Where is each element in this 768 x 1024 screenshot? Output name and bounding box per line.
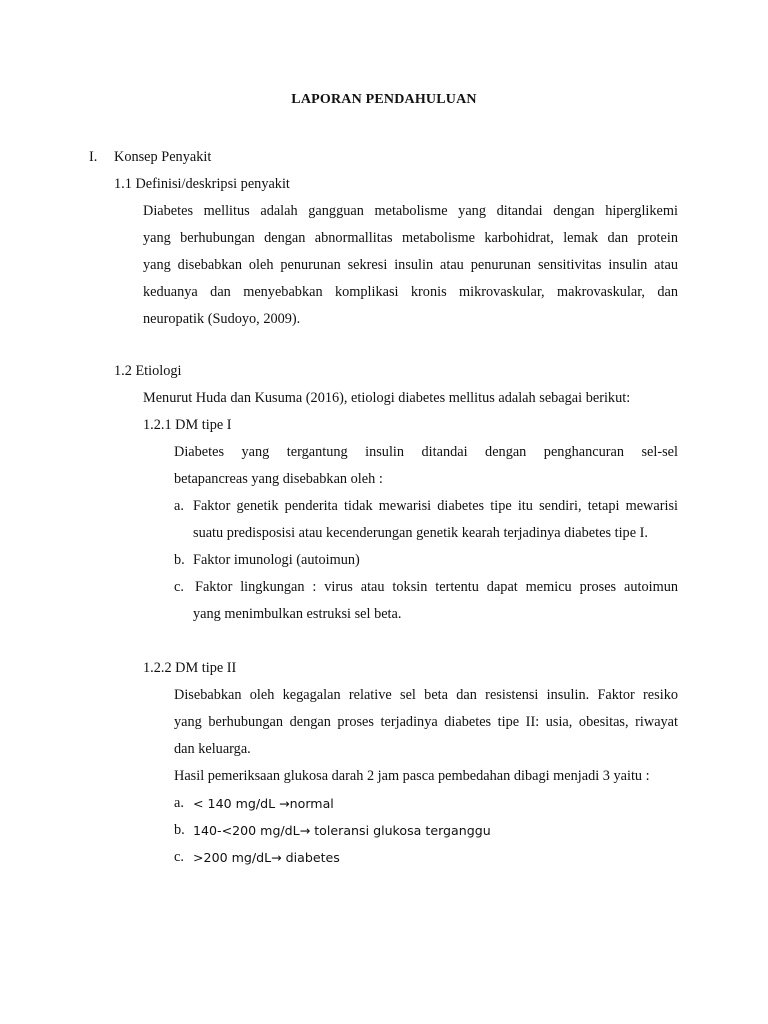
paragraph-text: yang disebabkan oleh penurunan sekresi insulin atau penurunan sensitivitas insulin atau <box>143 257 678 273</box>
glucose-intro: Hasil pemeriksaan glukosa darah 2 jam pasca pembedahan dibagi menjadi 3 yaitu : <box>174 768 650 784</box>
paragraph-line <box>143 229 678 247</box>
paragraph-line <box>143 256 678 274</box>
etiology-intro: Menurut Huda dan Kusuma (2016), etiologi diabetes mellitus adalah sebagai berikut: <box>143 390 631 406</box>
list-item-text: Faktor genetik penderita tidak mewarisi diabetes tipe itu sendiri, tetapi mewarisi <box>193 498 678 514</box>
list-item-text: Faktor lingkungan : virus atau toksin tertentu dapat memicu proses autoimun <box>195 579 678 595</box>
list-marker: b. <box>174 552 185 568</box>
paragraph-line <box>143 283 678 301</box>
paragraph-text: Diabetes mellitus adalah gangguan metabolisme yang ditandai dengan hiperglikemi <box>143 203 678 219</box>
list-marker: b. <box>174 822 185 838</box>
glucose-range-impaired: 140-<200 mg/dL→ toleransi glukosa terganggu <box>193 823 491 838</box>
subsection-heading-1-2-1: 1.2.1 DM tipe I <box>143 417 232 433</box>
paragraph-line <box>143 202 678 220</box>
paragraph-line <box>174 686 678 704</box>
paragraph-line: neuropatik (Sudoyo, 2009). <box>143 311 301 327</box>
list-marker: a. <box>174 795 184 811</box>
list-marker: c. <box>174 849 184 865</box>
subsection-heading-1-2: 1.2 Etiologi <box>114 363 182 379</box>
glucose-range-diabetes: >200 mg/dL→ diabetes <box>193 850 340 865</box>
list-item-line <box>195 578 678 596</box>
list-item-line: suatu predisposisi atau kecenderungan genetik kearah terjadinya diabetes tipe I. <box>193 525 648 541</box>
paragraph-text: keduanya dan menyebabkan komplikasi kronis mikrovaskular, makrovaskular, dan <box>143 284 678 300</box>
subsection-heading-1-1: 1.1 Definisi/deskripsi penyakit <box>114 176 290 192</box>
list-marker: c. <box>174 579 184 595</box>
glucose-range-normal: < 140 mg/dL →normal <box>193 796 334 811</box>
subsection-heading-1-2-2: 1.2.2 DM tipe II <box>143 660 237 676</box>
paragraph-line <box>174 443 678 461</box>
paragraph-line: dan keluarga. <box>174 741 251 757</box>
paragraph-text: yang berhubungan dengan abnormallitas metabolisme karbohidrat, lemak dan protein <box>143 230 678 246</box>
list-item-line: Faktor imunologi (autoimun) <box>193 552 360 568</box>
document-title: LAPORAN PENDAHULUAN <box>291 92 477 107</box>
paragraph-text: Disebabkan oleh kegagalan relative sel beta dan resistensi insulin. Faktor resiko <box>174 687 678 703</box>
section-number: I. <box>89 149 98 165</box>
paragraph-line: betapancreas yang disebabkan oleh : <box>174 471 383 487</box>
list-marker: a. <box>174 498 184 514</box>
section-heading: Konsep Penyakit <box>114 149 212 165</box>
paragraph-line <box>174 713 678 731</box>
paragraph-text: Diabetes yang tergantung insulin ditandai dengan penghancuran sel-sel <box>174 444 678 460</box>
list-item-line <box>193 497 678 515</box>
list-item-line: yang menimbulkan estruksi sel beta. <box>193 606 402 622</box>
paragraph-text: yang berhubungan dengan proses terjadinya diabetes tipe II: usia, obesitas, riwayat <box>174 714 678 730</box>
